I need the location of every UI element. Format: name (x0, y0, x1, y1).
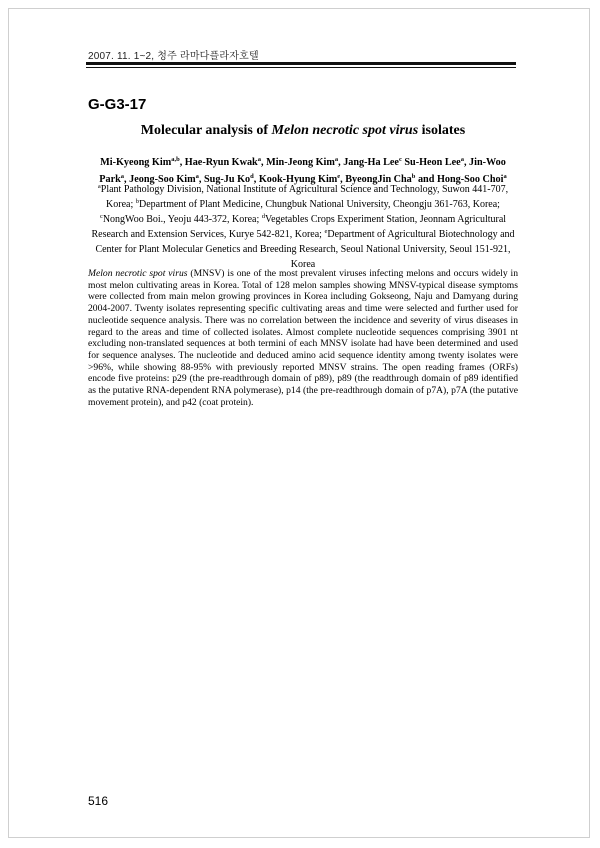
paper-title (88, 123, 518, 139)
author-affiliation-mark: a (257, 156, 261, 163)
abstract-id: G-G3-17 (88, 96, 147, 113)
author-separator: and (415, 174, 437, 185)
title-prefix: Molecular analysis of (140, 123, 272, 138)
author-name: Jang-Ha Lee (343, 157, 399, 168)
abstract-body (88, 268, 518, 408)
author-name: Su-Heon Lee (404, 157, 461, 168)
author-affiliation-mark: a,b (171, 156, 180, 163)
affiliation-text: Plant Pathology Division, National Institute of Agricultural Science and Technology, Suwon 441-707, Korea; (100, 184, 509, 210)
affiliation-mark: a (97, 183, 101, 190)
affiliation-mark: d (261, 213, 265, 220)
author-name: Hae-Ryun Kwak (184, 157, 258, 168)
affiliation-text: Department of Agricultural Biotechnology and Center for Plant Molecular Genetics and Breeding Research, Seoul National University, Seoul 151-921, Korea (95, 229, 515, 270)
author-name: ByeongJin Cha (345, 174, 412, 185)
affiliation-mark: c (99, 213, 103, 220)
author-affiliation-mark: a (460, 156, 464, 163)
abstract-virus-name: Melon necrotic spot virus (88, 268, 188, 279)
author-affiliation-mark: c (398, 156, 402, 163)
affiliation-text: Department of Plant Medicine, Chungbuk National University, Cheongju 361-763, Korea; (139, 199, 500, 210)
author-affiliation-mark: a (195, 173, 199, 180)
affiliation-text: Vegetables Crops Experiment Station, Jeonnam Agricultural Research and Extension Services, Kurye 542-821, Korea; (91, 214, 507, 240)
affiliations (88, 182, 518, 272)
author-separator: , (179, 157, 185, 168)
author-separator: , (253, 174, 259, 185)
author-affiliation-mark: a (503, 173, 507, 180)
author-name: Jeong-Soo Kim (129, 174, 196, 185)
page-number: 516 (88, 794, 109, 808)
author-separator: , (340, 174, 346, 185)
header-rule (86, 62, 516, 65)
author-name: Jin-Woo Park (99, 157, 506, 185)
header-rule-thin (86, 67, 516, 68)
author-affiliation-mark: a (120, 173, 125, 180)
title-virus-name: Melon necrotic spot virus (271, 123, 419, 138)
author-separator: , (260, 157, 267, 168)
affiliation-text: NongWoo Boi., Yeoju 443-372, Korea; (102, 214, 262, 225)
author-affiliation-mark: a (334, 156, 339, 163)
author-name: Sug-Ju Ko (203, 174, 251, 185)
author-separator: , (198, 174, 204, 185)
author-affiliation-mark: d (250, 173, 254, 180)
author-separator: , (338, 157, 344, 168)
author-affiliation-mark: e (337, 173, 341, 180)
author-name: Kook-Hyung Kim (258, 174, 338, 185)
author-name: Mi-Kyeong Kim (100, 157, 172, 168)
author-affiliation-mark: b (411, 173, 416, 180)
author-name: Hong-Soo Choi (436, 174, 504, 185)
author-separator: , (124, 174, 130, 185)
affiliation-mark: b (135, 198, 139, 205)
author-separator: , (463, 157, 470, 168)
abstract-text: (MNSV) is one of the most prevalent viruses infecting melons and occurs widely in most melon cultivating areas in Korea. Total of 128 melon samples showing MNSV-typical disease symptoms were collected from main melon growing provinces in Korea including Gokseong, Naju and Damyang during 2004-2007. Twenty isolates representing specific cultivating areas and time were selected and further used for nucleotide sequence analysis. There was no correlation between the incidence and severity of virus diseases in regard to the areas and time of collected isolates. Almost complete nucleotide sequences comprising 3901 nt excluding non-translated sequences at both termini of each MNSV isolate had have been determined and used for sequence analyses. The nucleotide and deduced amino acid sequence identity among twenty isolates were >96%, while showing 88-95% with previously reported MNSV strains. The open reading frames (ORFs) encode five proteins: p29 (the pre-readthrough domain of p89), p89 (the readthrough domain of p89 identified as the putative RNA-dependent RNA polymerase), p14 (the pre-readthrough domain of p7A), p7A (the putative movement protein), and p42 (coat protein). (88, 268, 518, 408)
author-name: Min-Jeong Kim (266, 157, 335, 168)
title-suffix: isolates (418, 123, 466, 138)
running-head: 2007. 11. 1~2, 청주 라마다플라자호텔 (88, 51, 259, 62)
affiliation-mark: e (324, 228, 328, 235)
